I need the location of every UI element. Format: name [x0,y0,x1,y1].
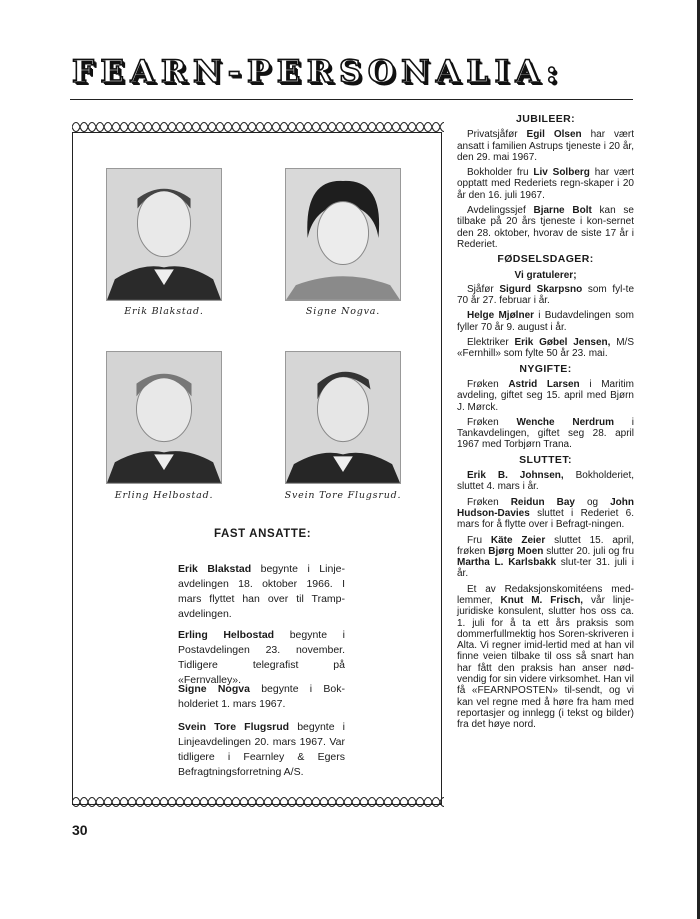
page-title: FEARN-PERSONALIA: [72,54,564,90]
entry-text: i Maritim avdeling, giftet seg 15. april med Bjørn J. Mørck. [457,378,634,413]
entry-text: Sjåfør [467,283,500,295]
entry-text: Elektriker [467,337,515,349]
section-heading-sluttet: SLUTTET: [519,453,572,466]
entry-text: Frøken [467,496,511,508]
person-name: Erik Blakstad [178,563,252,575]
sluttet-entry [457,470,634,493]
sluttet-entry [457,535,634,580]
entry-text: i Budavdelingen som fyller 70 år 9. august i år. [457,310,634,333]
portrait-photo-erik-blakstad [106,168,222,301]
wave-border-bottom [72,796,444,808]
fodselsdager-entry [457,337,634,360]
photo-caption: Erling Helbostad. [114,490,214,501]
entry-text: slut-ter 31. juli i år. [457,557,634,580]
person-name: Helge Mjølner [467,310,535,322]
entry-text: vår linje-juridiske konsulent, slutter hos oss ca. 1. juli for å ta ett års praksis som dommerfullmektig hos Soren-skriveren i Alta. Vi regner imid-lertid med at han vil finne veien tilbake til oss så snart han har fått den praksis han anser nød-vendig for sin videre virksomhet. Han vil få «FEARNPOSTEN» til-sendt, og vi kan vel regne med å høre fra ham med reportasjer og innlegg (i tekst og bilder) fra det høye nord. [457,594,634,731]
person-name: Wenche Nerdrum [516,416,615,428]
person-name: Reidun Bay [510,496,575,508]
person-name: Liv Solberg [533,167,590,179]
entry-text: begynte i Bok-holderiet 1. mars 1967. [178,683,345,710]
entry-text: Et av Redaksjonskomitéens med-lemmer, [457,583,634,606]
entry-text: Frøken [467,416,517,428]
congrats-line: Vi gratulerer; [514,269,577,281]
entry-text: begynte i Linjeavdelingen 20. mars 1967. Var tidligere i Fearnley & Egers Befragtningsforretning A/S. [178,721,345,778]
person-name: John Hudson-Davies [457,496,634,519]
portrait-photo-svein-tore-flugsrud [285,351,401,484]
photo-caption: Erik Blakstad. [124,306,204,317]
entry-text: begynte i Postavdelingen 23. november. Tidligere telegrafist på «Fernvalley». [178,629,345,686]
person-name: Astrid Larsen [508,378,580,390]
entry-text: som fyl-te 70 år 27. februar i år. [457,283,635,307]
person-name: Käte Zeier [490,534,546,546]
fast-ansatte-entry [178,562,345,622]
entry-text: M/S «Fernhill» som fylte 50 år 23. mai. [457,337,634,360]
entry-text: Frøken [467,378,509,390]
title-rule [70,99,633,100]
fast-ansatte-entry [178,682,345,712]
entry-text: Avdelingssjef [467,205,534,217]
right-column [457,114,634,735]
entry-text: har vært ansatt i familien Astrups tjeneste i 20 år, den 29. mai 1967. [457,129,635,163]
fodselsdager-entry [457,310,634,333]
fast-ansatte-heading: FAST ANSATTE: [214,528,312,540]
entry-text: Fru [467,534,491,546]
entry-text: kan se tilbake på 20 års tjeneste i kon-sernet den 28. oktober, hvorav de siste 17 år i Rederiet. [457,205,634,250]
jubileer-entry [457,167,634,201]
entry-text: Bokholderiet, sluttet 4. mars i år. [457,470,634,493]
portrait-photo-erling-helbostad [106,351,222,484]
entry-text: sluttet 15. april, frøken [457,534,635,557]
nygifte-entry [457,379,634,413]
fast-ansatte-entry [178,720,345,780]
person-name: Erik Gøbel Jensen, [514,337,611,349]
jubileer-entry [457,205,634,250]
person-name: Bjørg Moen [488,545,544,557]
portrait-photo-signe-nogva [285,168,401,301]
photo-caption: Signe Nogva. [305,306,381,317]
person-name: Sigurd Skarpsno [499,283,583,295]
nygifte-entry [457,417,634,451]
section-heading-nygifte: NYGIFTE: [519,362,572,375]
fast-ansatte-entry [178,628,345,688]
photo-caption: Svein Tore Flugsrud. [284,490,402,501]
person-name: Erling Helbostad [178,629,275,641]
page-number: 30 [72,822,88,838]
jubileer-entry [457,129,634,163]
section-heading-jubileer: JUBILEER: [515,113,576,125]
entry-text: slutter 20. juli og fru [543,545,635,557]
person-name: Martha L. Karlsbakk [457,557,557,569]
person-name: Knut M. Frisch, [500,594,584,606]
entry-text: har vært opptatt med Rederiets regn-skaper i 20 år den 16. juli 1967. [457,167,635,201]
sluttet-entry [457,584,634,731]
fodselsdager-entry [457,284,634,307]
person-name: Svein Tore Flugsrud [178,721,290,733]
person-name: Egil Olsen [526,129,582,141]
person-name: Bjarne Bolt [533,205,592,217]
entry-text: sluttet i Rederiet 6. mars for å flytte over i Befragt-ningen. [457,507,634,531]
entry-text: i Tankavdelingen, giftet seg 28. april 1967 med Torbjørn Trana. [457,416,635,451]
entry-text: Privatsjåfør [467,129,527,141]
sluttet-entry [457,497,634,531]
entry-text: Bokholder fru [467,167,534,179]
entry-text: og [574,496,611,508]
person-name: Signe Nogva [178,683,250,695]
person-name: Erik B. Johnsen, [467,470,564,482]
entry-text: begynte i Linje-avdelingen 18. oktober 1966. I mars flyttet han over til Tramp-avdelingen. [178,563,345,620]
section-heading-fodselsdager: FØDSELSDAGER: [497,253,594,266]
